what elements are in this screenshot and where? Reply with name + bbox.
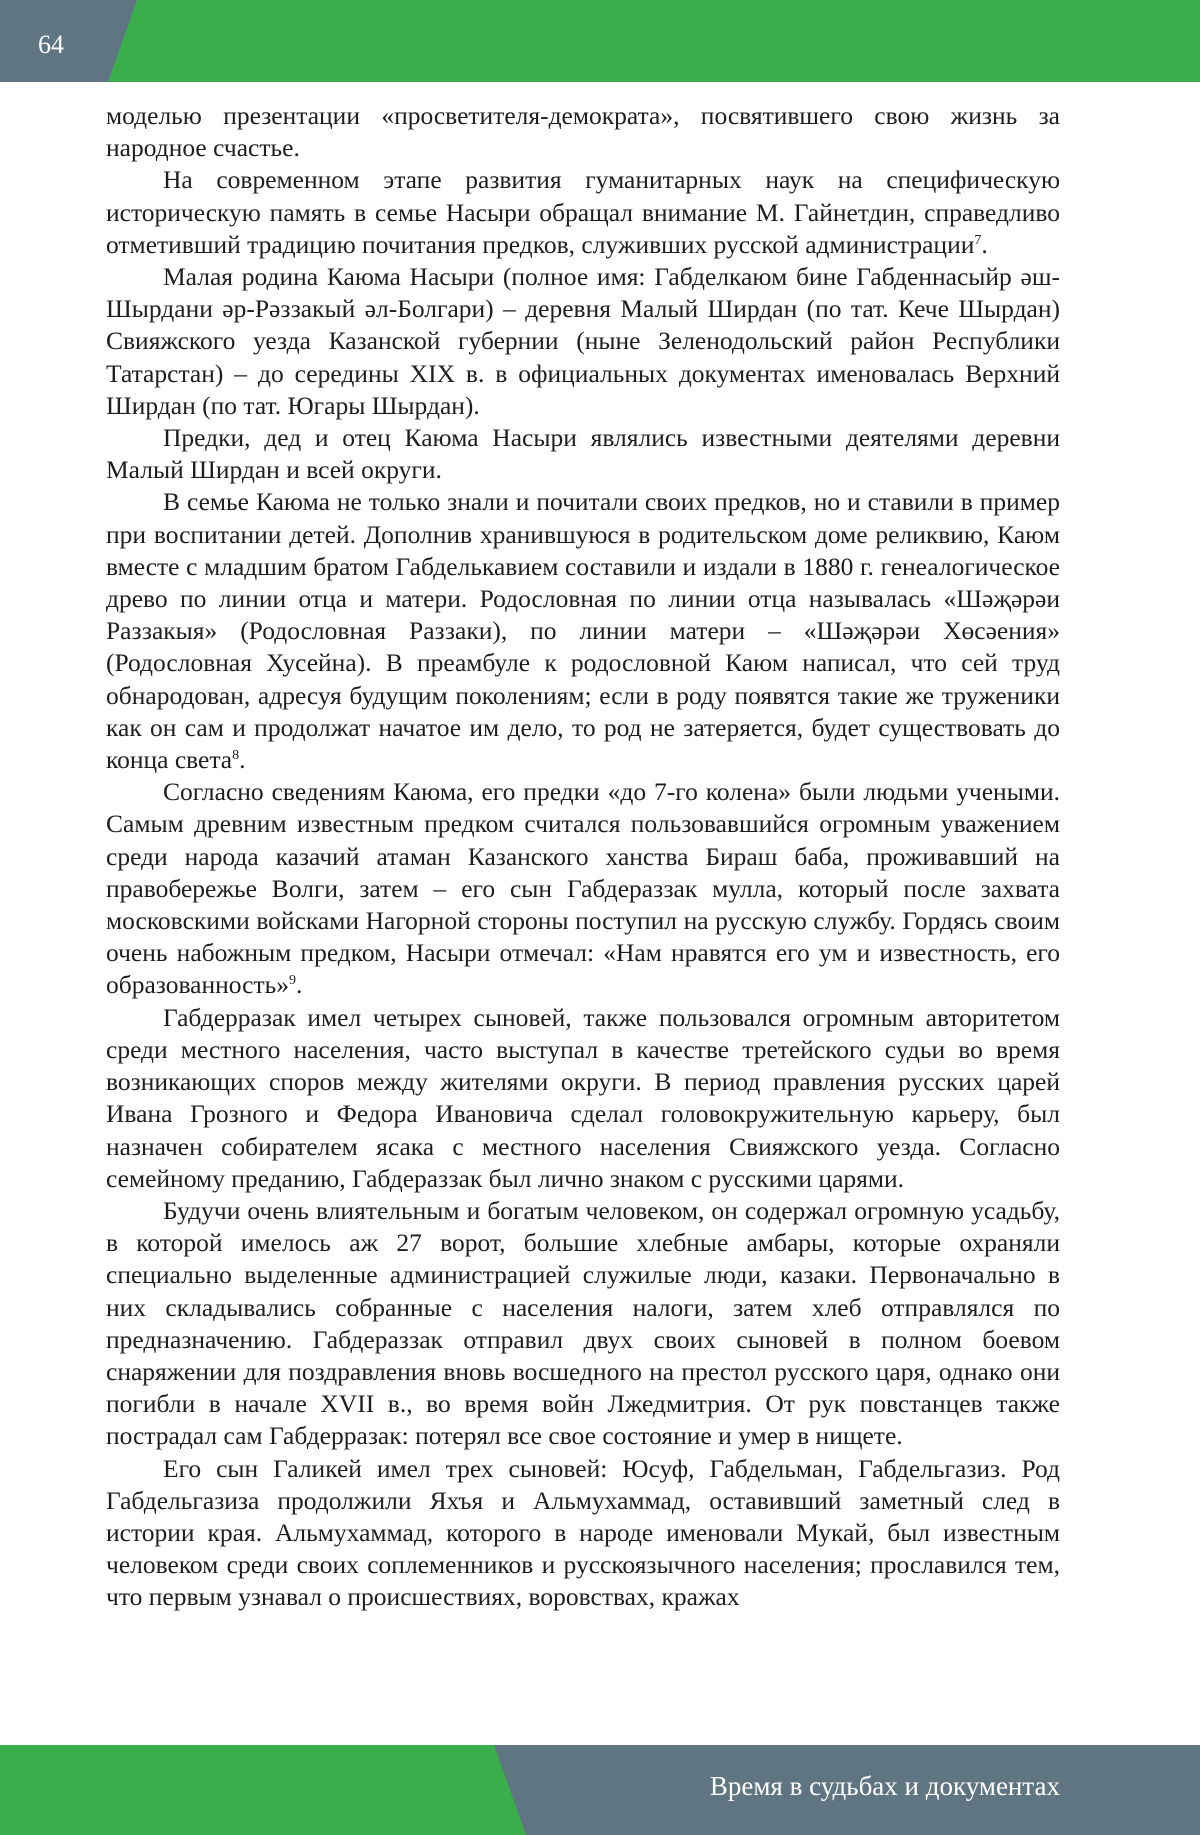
header-band <box>0 0 1200 82</box>
paragraph-text: В семье Каюма не только знали и почитали своих предков, но и ставили в пример при воспитании детей. Дополнив хранившуюся в родительском доме реликвию, Каюм вместе с младшим братом Габделькавием составили и издали в 1880 г. генеалогическое древо по линии отца и матери. Родословная по линии отца называлась «Шәҗәрәи Раззакыя» (Родословная Раззаки), по линии матери – «Шәҗәрәи Хөсәения» (Родословная Хусейна). В преамбуле к родословной Каюм написал, что сей труд обнародован, адресуя будущим поколениям; если в роду появятся такие же труженики как он сам и продолжат начатое им дело, то род не затеряется, будет существовать до конца света <box>106 487 1060 775</box>
page-header <box>0 0 1200 82</box>
footnote-marker: 7 <box>974 232 982 248</box>
paragraph-tail: . <box>296 970 303 1000</box>
paragraph <box>106 486 1060 776</box>
footnote-marker: 9 <box>289 973 297 989</box>
paragraph-text: Согласно сведениям Каюма, его предки «до 7-го колена» были людьми учеными. Самым древним известным предком считался пользовавшийся огромным уважением среди народа казачий атаман Казанского ханства Бираш баба, проживавший на правобережье Волги, затем – его сын Габдераззак мулла, который после захвата московскими войсками Нагорной стороны поступил на русскую службу. Гордясь своим очень набожным предком, Насыри отмечал: «Нам нравятся его ум и известность, его образованность» <box>106 777 1060 1000</box>
paragraph <box>106 100 1060 164</box>
paragraph-tail: . <box>239 745 246 775</box>
paragraph <box>106 776 1060 1001</box>
paragraph-text: Его сын Галикей имел трех сыновей: Юсуф, Габдельман, Габдельгазиз. Род Габдельгазиза продолжили Яхъя и Альмухаммад, оставивший заметный след в истории края. Альмухаммад, которого в народе именовали Мукай, был известным человеком среди своих соплеменников и русскоязычного населения; прославился тем, что первым узнавал о происшествиях, воровствах, кражах <box>106 1453 1060 1612</box>
paragraph <box>106 1453 1060 1614</box>
body-text <box>106 100 1060 1614</box>
paragraph-text: Малая родина Каюма Насыри (полное имя: Габделкаюм бине Габденнасыйр әш-Шырдани әр-Рәззакый әл-Болгари) – деревня Малый Ширдан (по тат. Кече Шырдан) Свияжского уезда Казанской губернии (ныне Зеленодольский район Республики Татарстан) – до середины XIX в. в официальных документах именовалась Верхний Ширдан (по тат. Югары Шырдан). <box>106 262 1060 420</box>
paragraph-text: На современном этапе развития гуманитарных наук на специфическую историческую память в семье Насыри обращал внимание М. Гайнетдин, справедливо отметивший традицию почитания предков, служивших русской администрации <box>106 165 1060 259</box>
paragraph-text: Габдерразак имел четырех сыновей, также пользовался огромным авторитетом среди местного населения, часто выступал в качестве третейского судьи во время возникающих споров между жителями округи. В период правления русских царей Ивана Грозного и Федора Ивановича сделал головокружительную карьеру, был назначен собирателем ясака с местного населения Свияжского уезда. Согласно семейному преданию, Габдераззак был лично знаком с русскими царями. <box>106 1002 1060 1193</box>
paragraph <box>106 1195 1060 1453</box>
paragraph <box>106 164 1060 261</box>
paragraph <box>106 1002 1060 1195</box>
paragraph-text: моделью презентации «просветителя-демократа», посвятившего свою жизнь за народное счастье. <box>106 101 1060 163</box>
paragraph-text: Предки, дед и отец Каюма Насыри являлись известными деятелями деревни Малый Ширдан и всей округи. <box>106 423 1060 485</box>
paragraph <box>106 422 1060 486</box>
footnote-marker: 8 <box>232 748 240 764</box>
paragraph-tail: . <box>981 229 988 259</box>
page-number: 64 <box>38 30 64 59</box>
paragraph <box>106 261 1060 422</box>
footer-title: Время в судьбах и документах <box>709 1771 1060 1801</box>
paragraph-text: Будучи очень влиятельным и богатым человеком, он содержал огромную усадьбу, в которой имелось аж 27 ворот, большие хлебные амбары, которые охраняли специально выделенные администрацией служилые люди, казаки. Первоначально в них складывались собранные с населения налоги, затем хлеб отправлялся по предназначению. Габдераззак отправил двух своих сыновей в полном боевом снаряжении для поздравления вновь восшедного на престол русского царя, однако они погибли в начале XVII в., во время войн Лжедмитрия. От рук повстанцев также пострадал сам Габдерразак: потерял все свое состояние и умер в нищете. <box>106 1195 1060 1451</box>
